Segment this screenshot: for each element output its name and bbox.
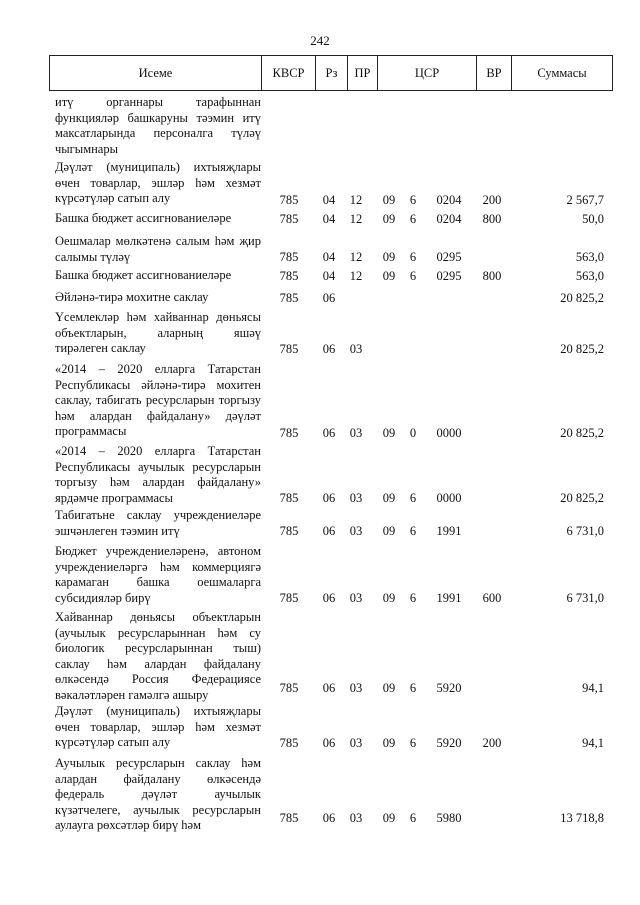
table-row <box>0 160 640 208</box>
table-header <box>49 55 613 91</box>
cell-pr: 03 <box>349 591 363 605</box>
cell-csr-direction: 0295 <box>436 250 462 264</box>
cell-kvsr: 785 <box>279 426 299 440</box>
cell-kvsr: 785 <box>279 491 299 505</box>
cell-rz: 04 <box>322 269 336 283</box>
cell-kvsr: 785 <box>279 291 299 305</box>
cell-sum: 20 825,2 <box>560 342 604 356</box>
table-row <box>0 234 640 265</box>
table-row <box>0 444 640 506</box>
cell-csr-direction: 1991 <box>436 524 462 538</box>
cell-csr-direction: 5920 <box>436 681 462 695</box>
header-sum: Суммасы <box>511 56 612 90</box>
cell-sum: 563,0 <box>575 250 604 264</box>
table-row <box>0 211 640 227</box>
table-row <box>0 508 640 539</box>
header-rz: Рз <box>315 56 347 90</box>
table-row <box>0 268 640 284</box>
table-row <box>0 704 640 751</box>
cell-pr: 03 <box>349 342 363 356</box>
cell-csr-program: 09 <box>382 524 396 538</box>
cell-sum: 20 825,2 <box>560 291 604 305</box>
cell-rz: 04 <box>322 250 336 264</box>
row-name: Дәүләт (муниципаль) ихтыяҗлары өчен товарлар, эшләр һәм хезмәт күрсәтүләр сатып алу <box>55 160 261 206</box>
table-row <box>0 290 640 306</box>
table-row <box>0 610 640 702</box>
table-row <box>0 756 640 833</box>
cell-sum: 94,1 <box>582 681 604 695</box>
header-vr: ВР <box>476 56 511 90</box>
cell-csr-program: 09 <box>382 269 396 283</box>
cell-kvsr: 785 <box>279 591 299 605</box>
cell-csr-program: 09 <box>382 591 396 605</box>
cell-kvsr: 785 <box>279 524 299 538</box>
cell-csr-subprogram: 6 <box>409 250 417 264</box>
row-name: «2014 – 2020 елларга Татарстан Республикасы әйләнә-тирә мохитен саклау, табигать ресурсларын торгызу һәм алардан файдалану» дәүләт программасы <box>55 362 261 439</box>
cell-pr: 12 <box>349 250 363 264</box>
cell-rz: 04 <box>322 212 336 226</box>
cell-sum: 13 718,8 <box>560 811 604 825</box>
cell-sum: 2 567,7 <box>566 193 604 207</box>
cell-kvsr: 785 <box>279 681 299 695</box>
table-row <box>0 310 640 357</box>
cell-pr: 12 <box>349 212 363 226</box>
cell-sum: 94,1 <box>582 736 604 750</box>
cell-pr: 03 <box>349 426 363 440</box>
cell-rz: 06 <box>322 681 336 695</box>
cell-csr-program: 09 <box>382 736 396 750</box>
cell-csr-program: 09 <box>382 426 396 440</box>
cell-pr: 03 <box>349 736 363 750</box>
cell-csr-direction: 0000 <box>436 426 462 440</box>
cell-rz: 06 <box>322 736 336 750</box>
cell-pr: 03 <box>349 491 363 505</box>
cell-csr-subprogram: 6 <box>409 193 417 207</box>
cell-csr-direction: 5980 <box>436 811 462 825</box>
cell-csr-direction: 1991 <box>436 591 462 605</box>
cell-sum: 50,0 <box>582 212 604 226</box>
page-number: 242 <box>310 33 330 48</box>
header-kvsr: КВСР <box>261 56 315 90</box>
cell-csr-subprogram: 6 <box>409 681 417 695</box>
row-name: Бюджет учреждениеләренә, автоном учреждениеләргә һәм коммерциягә карамаган башка оешмаларга субсидияләр бирү <box>55 544 261 605</box>
cell-csr-subprogram: 6 <box>409 591 417 605</box>
header-pr: ПР <box>347 56 377 90</box>
row-name: Табигатьне саклау учреждениеләре эшчәнлеген тәэмин итү <box>55 508 261 538</box>
cell-vr: 800 <box>482 212 502 226</box>
row-name: итү органнары тарафыннан функцияләр башкаруны тәэмин итү максатларында персоналга түләү чыгымнары <box>55 95 261 156</box>
cell-pr: 03 <box>349 524 363 538</box>
cell-csr-subprogram: 6 <box>409 811 417 825</box>
cell-csr-subprogram: 6 <box>409 212 417 226</box>
cell-csr-program: 09 <box>382 212 396 226</box>
cell-csr-direction: 0295 <box>436 269 462 283</box>
cell-csr-program: 09 <box>382 811 396 825</box>
cell-pr: 12 <box>349 193 363 207</box>
row-name: Әйләнә-тирә мохитне саклау <box>55 290 209 304</box>
cell-csr-direction: 0204 <box>436 193 462 207</box>
table-row <box>0 92 640 154</box>
row-name: Башка бюджет ассигнованиеләре <box>55 211 232 225</box>
cell-csr-direction: 5920 <box>436 736 462 750</box>
cell-kvsr: 785 <box>279 269 299 283</box>
cell-rz: 06 <box>322 591 336 605</box>
row-name: Дәүләт (муниципаль) ихтыяҗлары өчен товарлар, эшләр һәм хезмәт күрсәтүләр сатып алу <box>55 704 261 750</box>
cell-csr-direction: 0204 <box>436 212 462 226</box>
cell-pr: 12 <box>349 269 363 283</box>
cell-csr-subprogram: 6 <box>409 736 417 750</box>
cell-sum: 20 825,2 <box>560 426 604 440</box>
row-name: Хайваннар дөньясы объектларын (аучылык ресурсларыннан һәм су биологик ресурсларыннан тыш) саклау һәм алардан файдалану өлкәсендә Россия Федерациясе вәкаләтләрен гамәлгә ашыру <box>55 610 261 702</box>
header-name: Исеме <box>138 66 173 80</box>
cell-csr-program: 09 <box>382 681 396 695</box>
cell-sum: 20 825,2 <box>560 491 604 505</box>
cell-csr-program: 09 <box>382 193 396 207</box>
cell-rz: 06 <box>322 426 336 440</box>
cell-csr-program: 09 <box>382 491 396 505</box>
cell-kvsr: 785 <box>279 212 299 226</box>
row-name: Оешмалар мөлкәтенә салым һәм җир салымы түләү <box>55 234 261 264</box>
cell-kvsr: 785 <box>279 736 299 750</box>
cell-pr: 03 <box>349 681 363 695</box>
cell-csr-subprogram: 6 <box>409 269 417 283</box>
cell-csr-subprogram: 0 <box>409 426 417 440</box>
cell-vr: 800 <box>482 269 502 283</box>
table-row <box>0 544 640 606</box>
cell-pr: 03 <box>349 811 363 825</box>
cell-kvsr: 785 <box>279 250 299 264</box>
cell-rz: 06 <box>322 291 336 305</box>
table-row <box>0 362 640 441</box>
cell-rz: 06 <box>322 811 336 825</box>
cell-vr: 200 <box>482 193 502 207</box>
cell-kvsr: 785 <box>279 193 299 207</box>
header-csr: ЦСР <box>377 56 476 90</box>
cell-csr-subprogram: 6 <box>409 524 417 538</box>
cell-csr-direction: 0000 <box>436 491 462 505</box>
cell-sum: 6 731,0 <box>566 524 604 538</box>
cell-rz: 06 <box>322 524 336 538</box>
row-name: Башка бюджет ассигнованиеләре <box>55 268 232 282</box>
cell-sum: 563,0 <box>575 269 604 283</box>
cell-csr-subprogram: 6 <box>409 491 417 505</box>
cell-rz: 04 <box>322 193 336 207</box>
row-name: Үсемлекләр һәм хайваннар дөньясы объектларын, аларның яшәү тирәлеген саклау <box>55 310 261 356</box>
cell-kvsr: 785 <box>279 342 299 356</box>
cell-rz: 06 <box>322 342 336 356</box>
cell-sum: 6 731,0 <box>566 591 604 605</box>
cell-kvsr: 785 <box>279 811 299 825</box>
row-name: «2014 – 2020 елларга Татарстан Республикасы аучылык ресурсларын торгызу һәм алардан файдалану» ярдәмче программасы <box>55 444 261 505</box>
cell-rz: 06 <box>322 491 336 505</box>
cell-csr-program: 09 <box>382 250 396 264</box>
cell-vr: 600 <box>482 591 502 605</box>
row-name: Аучылык ресурсларын саклау һәм алардан файдалану өлкәсендә федераль дәүләт аучылык күзәтчелеге, аучылык ресурсларын аулауга рөхсәтләр бирү һәм <box>55 756 261 833</box>
cell-vr: 200 <box>482 736 502 750</box>
